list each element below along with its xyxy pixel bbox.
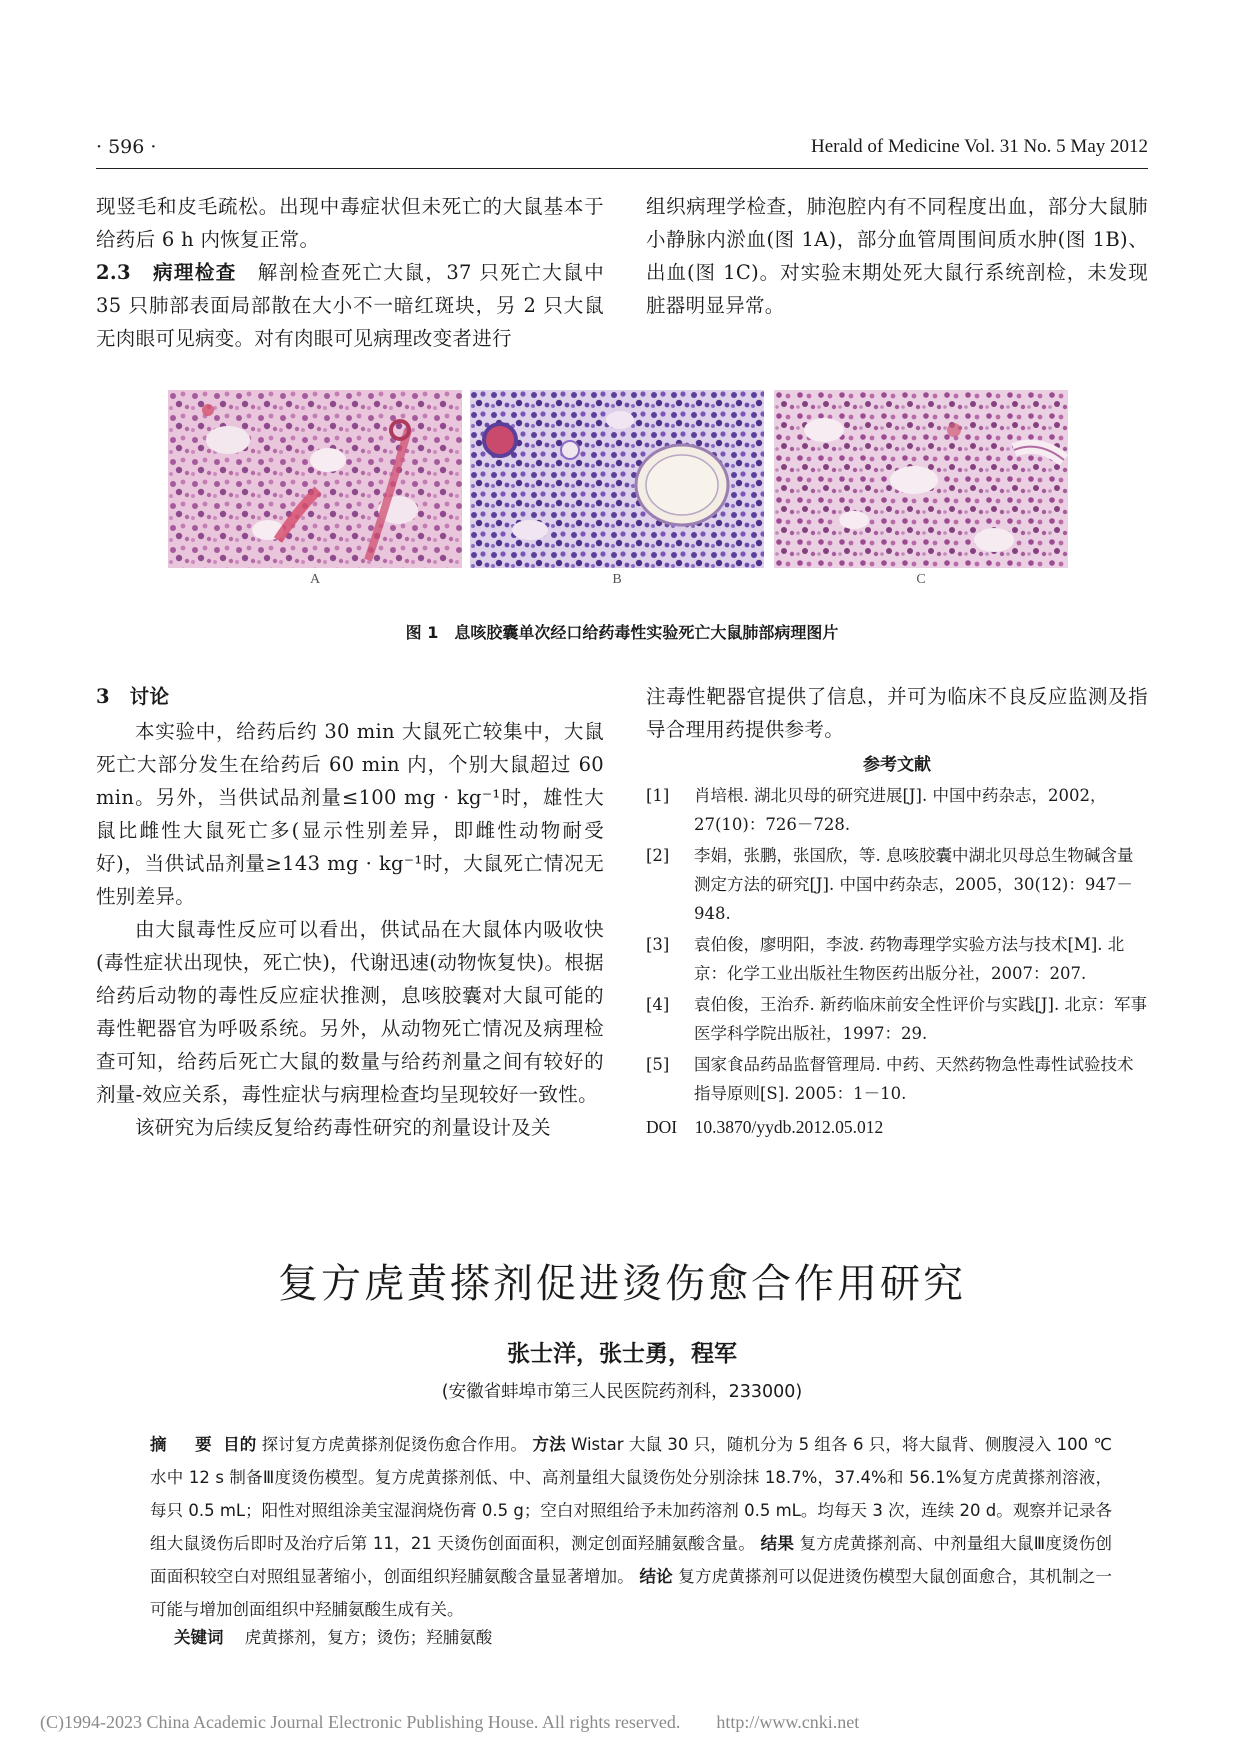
reference-number: [5] (646, 1055, 670, 1074)
paragraph-text: 解剖检查死亡大鼠，37 只死亡大鼠中 35 只肺部表面局部散在大小不一暗红斑块，另 2 只大鼠无肉眼可见病变。对有肉眼可见病理改变者进行 (96, 261, 605, 350)
reference-number: [3] (646, 935, 670, 954)
abstract-method-label: 方法 (532, 1435, 566, 1454)
reference-text: 李娟，张鹏，张国欣，等. 息咳胶囊中湖北贝母总生物碱含量测定方法的研究[J]. 中国中药杂志，2005，30(12)：947－948. (694, 846, 1134, 923)
figure-caption: 图 1 息咳胶囊单次经口给药毒性实验死亡大鼠肺部病理图片 (405, 623, 839, 642)
paragraph: 该研究为后续反复给药毒性研究的剂量设计及关 (135, 1116, 551, 1139)
abstract-conclusion-label: 结论 (639, 1567, 673, 1586)
reference-number: [4] (646, 995, 670, 1014)
top-left-column (96, 190, 604, 355)
reference-text: 袁伯俊，王治乔. 新药临床前安全性评价与实践[J]. 北京：军事医学科学院出版社，1997：29. (694, 995, 1147, 1043)
reference-item (646, 781, 1148, 839)
reference-text: 袁伯俊，廖明阳，李波. 药物毒理学实验方法与技术[M]. 北京：化学工业出版社生物医药出版分社，2007：207. (694, 935, 1125, 983)
abstract-result-label: 结果 (760, 1534, 795, 1553)
keywords (174, 1624, 1114, 1648)
reference-number: [1] (646, 786, 670, 805)
article-authors: 张士洋，张士勇，程军 (507, 1341, 737, 1367)
histology-image-b (470, 390, 764, 568)
reference-number: [2] (646, 846, 670, 865)
abstract-result: 复方虎黄搽剂高、中剂量组大鼠Ⅲ度烫伤创面面积较空白对照组显著缩小，创面组织羟脯氨酸含量显著增加。 (150, 1534, 1113, 1586)
keywords-text: 虎黄搽剂，复方；烫伤；羟脯氨酸 (244, 1628, 493, 1647)
doi: DOI 10.3870/yydb.2012.05.012 (646, 1117, 884, 1137)
paragraph: 现竖毛和皮毛疏松。出现中毒症状但未死亡的大鼠基本于给药后 6 h 内恢复正常。 (96, 195, 604, 251)
paragraph: 组织病理学检查，肺泡腔内有不同程度出血，部分大鼠肺小静脉内淤血(图 1A)，部分血管周围间质水肿(图 1B)、出血(图 1C)。对实验末期处死大鼠行系统剖检，未发现脏器明显异常。 (646, 195, 1148, 317)
abstract (150, 1428, 1112, 1626)
running-header (96, 128, 1148, 169)
reference-item (646, 841, 1148, 928)
abstract-label: 摘 要 (150, 1435, 218, 1454)
histology-image-a (168, 390, 462, 568)
abstract-purpose-label: 目的 (223, 1435, 257, 1454)
references-title: 参考文献 (863, 755, 931, 775)
reference-text: 肖培根. 湖北贝母的研究进展[J]. 中国中药杂志，2002，27(10)：726－728. (694, 786, 1107, 834)
section-heading: 3 讨论 (96, 685, 170, 708)
references-column (646, 680, 1148, 1142)
reference-text: 国家食品药品监督管理局. 中药、天然药物急性毒性试验技术指导原则[S]. 2005：1－10. (694, 1055, 1134, 1103)
paragraph: 由大鼠毒性反应可以看出，供试品在大鼠体内吸收快(毒性症状出现快，死亡快)，代谢迅速(动物恢复快)。根据给药后动物的毒性反应症状推测，息咳胶囊对大鼠可能的毒性靶器官为呼吸系统。另外，从动物死亡情况及病理检查可知，给药后死亡大鼠的数量与给药剂量之间有较好的剂量-效应关系，毒性症状与病理检查均呈现较好一致性。 (96, 918, 604, 1106)
figure-1 (168, 390, 1076, 588)
figure-panel-label: C (916, 572, 926, 587)
copyright-footer: (C)1994-2023 China Academic Journal Electronic Publishing House. All rights reserved. http://www.cnki.net (40, 1712, 860, 1732)
paragraph (96, 256, 604, 355)
figure-panel-label: A (309, 572, 321, 587)
keywords-label: 关键词 (174, 1628, 224, 1647)
reference-item (646, 930, 1148, 988)
abstract-conclusion: 复方虎黄搽剂可以促进烫伤模型大鼠创面愈合，其机制之一可能与增加创面组织中羟脯氨酸生成有关。 (150, 1567, 1113, 1619)
article-affiliation: (安徽省蚌埠市第三人民医院药剂科，233000) (441, 1382, 803, 1402)
abstract-purpose: 探讨复方虎黄搽剂促烫伤愈合作用。 (261, 1435, 528, 1454)
article-title: 复方虎黄搽剂促进烫伤愈合作用研究 (278, 1261, 966, 1307)
reference-item (646, 1050, 1148, 1108)
journal-citation: Herald of Medicine Vol. 31 No. 5 May 2012 (810, 136, 1148, 157)
abstract-method: Wistar 大鼠 30 只，随机分为 5 组各 6 只，将大鼠背、侧腹浸入 100 ℃水中 12 s 制备Ⅲ度烫伤模型。复方虎黄搽剂低、中、高剂量组大鼠烫伤处分别涂抹 18.7%，37.4%和 56.1%复方虎黄搽剂溶液，每只 0.5 mL；阳性对照组涂美宝湿润烧伤膏 0.5 g；空白对照组给予未加药溶剂 0.5 mL。均每天 3 次，连续 20 d。观察并记录各组大鼠烫伤后即时及治疗后第 11，21 天烫伤创面面积，测定创面羟脯氨酸含量。 (150, 1435, 1113, 1553)
page-number: · 596 · (96, 136, 157, 158)
reference-item (646, 990, 1148, 1048)
section-heading: 2.3 病理检查 (96, 261, 237, 284)
discussion-column (96, 680, 604, 1144)
top-right-column (646, 190, 1148, 322)
paragraph: 本实验中，给药后约 30 min 大鼠死亡较集中，大鼠死亡大部分发生在给药后 60 min 内，个别大鼠超过 60 min。另外，当供试品剂量≤100 mg · kg⁻¹时，雄性大鼠比雌性大鼠死亡多(显示性别差异，即雌性动物耐受好)，当供试品剂量≥143 mg · kg⁻¹时，大鼠死亡情况无性别差异。 (96, 720, 604, 908)
paragraph: 注毒性靶器官提供了信息，并可为临床不良反应监测及指导合理用药提供参考。 (646, 685, 1148, 741)
histology-image-c (774, 390, 1068, 568)
figure-panel-label: B (612, 572, 622, 587)
